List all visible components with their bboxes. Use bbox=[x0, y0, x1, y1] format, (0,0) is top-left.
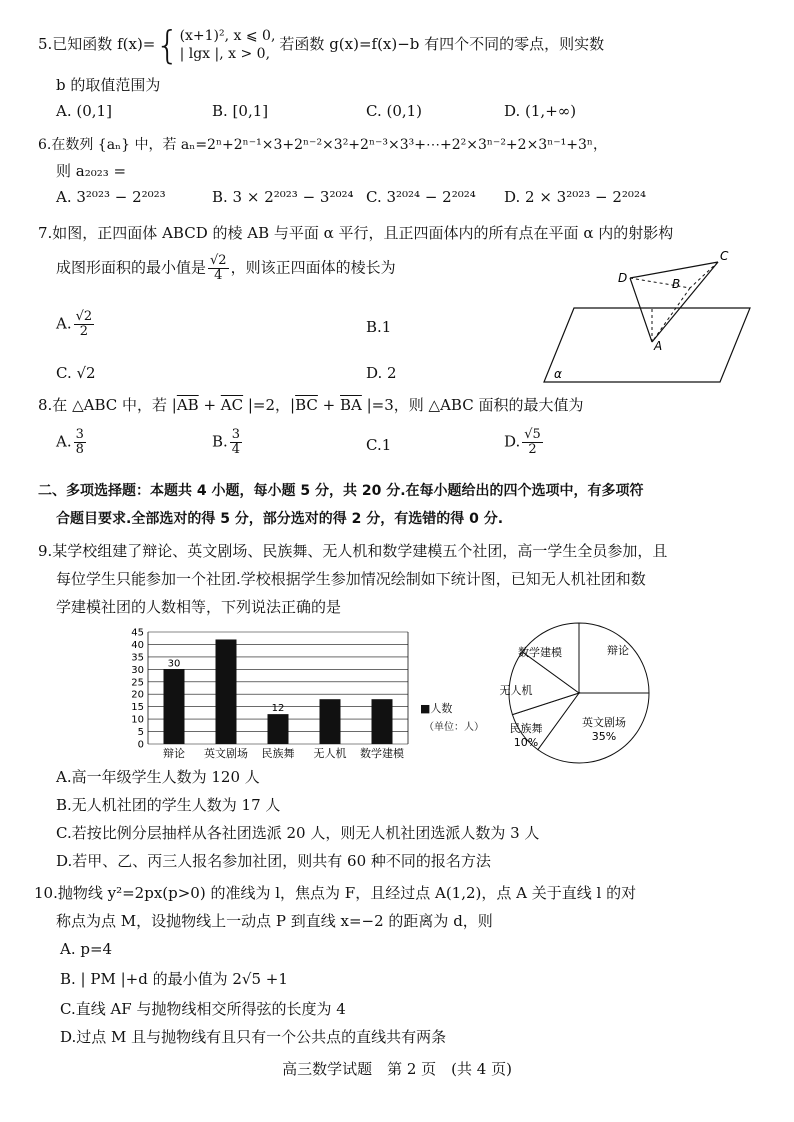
q5-prefix: 5.已知函数 f(x)= bbox=[38, 35, 156, 53]
q5-suffix: 若函数 g(x)=f(x)−b 有四个不同的零点，则实数 bbox=[279, 35, 605, 53]
ytick-label: 40 bbox=[131, 639, 144, 651]
q8-option-b bbox=[212, 428, 244, 457]
section2-heading-line1: 二、多项选择题：本题共 4 小题，每小题 5 分，共 20 分.在每小题给出的四个选项中，有多项符 bbox=[38, 483, 644, 499]
bar-无人机 bbox=[320, 699, 341, 744]
q5-case1: (x+1)², x ⩽ 0, bbox=[179, 28, 276, 44]
bar-data-label: 30 bbox=[167, 658, 181, 670]
tetrahedron-figure bbox=[540, 250, 756, 385]
pie-label: 民族舞 bbox=[509, 722, 543, 735]
q9-line1: 9.某学校组建了辩论、英文剧场、民族舞、无人机和数学建模五个社团，高一学生全员参加，且 bbox=[38, 542, 668, 560]
q8-vec-ab: $\overline{AB}$ bbox=[176, 396, 199, 414]
ytick-label: 25 bbox=[131, 677, 144, 689]
q9-option-a: A.高一年级学生人数为 120 人 bbox=[56, 768, 260, 786]
q8-vec-bc: $\overline{BC}$ bbox=[295, 396, 318, 414]
ytick-label: 0 bbox=[137, 739, 144, 751]
bar-chart-yticks bbox=[131, 628, 144, 751]
q8-option-a bbox=[56, 428, 88, 457]
q7-option-a bbox=[56, 310, 96, 339]
q7-option-a-frac bbox=[74, 310, 95, 339]
q8-stem-a: 8.在 △ABC 中，若 | bbox=[38, 396, 177, 414]
xtick-label: 数学建模 bbox=[360, 747, 404, 760]
q7-option-d: D. 2 bbox=[366, 364, 397, 382]
plane-alpha bbox=[544, 308, 750, 382]
ytick-label: 5 bbox=[137, 727, 144, 739]
q6-option-c: C. 3²⁰²⁴ − 2²⁰²⁴ bbox=[366, 188, 476, 206]
q6-line2: 则 a₂₀₂₃ = bbox=[56, 162, 127, 180]
q7-option-a-num: √2 bbox=[75, 309, 93, 324]
q5-case2: | lgx |, x > 0, bbox=[179, 46, 271, 62]
q5-line2: b 的取值范围为 bbox=[56, 76, 161, 94]
q6-option-a: A. 3²⁰²³ − 2²⁰²³ bbox=[56, 188, 166, 206]
q8-option-d bbox=[504, 428, 545, 457]
bar-chart-xlabels bbox=[163, 746, 404, 760]
q10-line1: 10.抛物线 y²=2px(p>0) 的准线为 l，焦点为 F，且经过点 A(1,2)，点 A 关于直线 l 的对 bbox=[34, 884, 637, 902]
q8-option-d-den: 2 bbox=[528, 442, 537, 457]
q5-option-a: A. (0,1] bbox=[56, 102, 112, 120]
q10-option-b: B. | PM |+d 的最小值为 2√5 +1 bbox=[60, 970, 288, 988]
pie-percent-label: 10% bbox=[513, 736, 539, 749]
bar-英文剧场 bbox=[216, 639, 237, 744]
q7-stem: 7.如图，正四面体 ABCD 的棱 AB 与平面 α 平行，且正四面体内的所有点在平面 α 内的射影构 bbox=[38, 224, 674, 242]
ytick-label: 20 bbox=[131, 689, 144, 701]
q7-line2 bbox=[56, 254, 396, 283]
ytick-label: 10 bbox=[131, 714, 144, 726]
edge-da bbox=[630, 278, 652, 342]
ytick-label: 45 bbox=[131, 627, 144, 639]
section2-heading-line2: 合题目要求.全部选对的得 5 分，部分选对的得 2 分，有选错的得 0 分. bbox=[56, 511, 504, 527]
q7-line2-a: 成图形面积的最小值是 bbox=[56, 258, 207, 277]
q8-option-a-den: 8 bbox=[75, 442, 84, 457]
ytick-label: 35 bbox=[131, 652, 144, 664]
q7-line2-b: ，则该正四面体的棱长为 bbox=[230, 258, 396, 277]
q8-vec-ba: $\overline{BA}$ bbox=[340, 396, 362, 414]
q8-option-c: C.1 bbox=[366, 436, 392, 454]
q6-option-d: D. 2 × 3²⁰²³ − 2²⁰²⁴ bbox=[504, 188, 646, 206]
bar-chart bbox=[118, 626, 428, 766]
xtick-label: 无人机 bbox=[313, 747, 347, 760]
q6-option-b: B. 3 × 2²⁰²³ − 3²⁰²⁴ bbox=[212, 188, 354, 206]
q9-option-c: C.若按比例分层抽样从各社团选派 20 人，则无人机社团选派人数为 3 人 bbox=[56, 824, 540, 842]
q7-option-b: B.1 bbox=[366, 318, 392, 336]
bar-辩论 bbox=[164, 669, 185, 744]
q5-option-d: D. (1,+∞) bbox=[504, 102, 577, 120]
q10-option-d: D.过点 M 且与抛物线有且只有一个公共点的直线共有两条 bbox=[60, 1028, 447, 1046]
q5-stem bbox=[38, 23, 605, 67]
label-a: A bbox=[654, 339, 663, 353]
pie-percent-label: 35% bbox=[591, 730, 617, 743]
q8-option-a-label: A. bbox=[56, 432, 72, 451]
pie-label: 辩论 bbox=[607, 644, 629, 657]
q8-plus-2: + bbox=[317, 396, 340, 414]
q10-option-a: A. p=4 bbox=[60, 940, 113, 958]
bar-民族舞 bbox=[268, 714, 289, 744]
q9-line3: 学建模社团的人数相等，下列说法正确的是 bbox=[56, 598, 342, 616]
q6-stem: 6.在数列 {aₙ} 中，若 aₙ=2ⁿ+2ⁿ⁻¹×3+2ⁿ⁻²×3²+2ⁿ⁻³×3³+⋯+2²×3ⁿ⁻²+2×3ⁿ⁻¹+3ⁿ， bbox=[38, 137, 607, 153]
q8-plus-1: + bbox=[198, 396, 221, 414]
q8-stem bbox=[38, 394, 583, 415]
q9-line2: 每位学生只能参加一个社团.学校根据学生参加情况绘制如下统计图，已知无人机社团和数 bbox=[56, 570, 646, 588]
q8-vec-ac: $\overline{AC}$ bbox=[220, 396, 244, 414]
label-b: B bbox=[672, 277, 681, 291]
q8-option-b-frac bbox=[230, 428, 242, 457]
bar-数学建模 bbox=[372, 699, 393, 744]
edge-ba bbox=[652, 288, 690, 342]
page-footer: 高三数学试题 第 2 页 (共 4 页) bbox=[282, 1060, 512, 1078]
q9-option-d: D.若甲、乙、丙三人报名参加社团，则共有 60 种不同的报名方法 bbox=[56, 852, 491, 870]
pie-label: 无人机 bbox=[499, 684, 533, 697]
q7-fraction bbox=[208, 254, 229, 283]
pie-label: 数学建模 bbox=[518, 646, 562, 659]
q8-stem-b: |=3，则 △ABC 面积的最大值为 bbox=[361, 396, 584, 414]
q5-brace: { bbox=[155, 23, 180, 67]
edge-dc bbox=[630, 262, 718, 278]
xtick-label: 英文剧场 bbox=[204, 747, 248, 760]
q7-option-a-label: A. bbox=[56, 314, 72, 333]
label-d: D bbox=[618, 271, 628, 285]
label-alpha: α bbox=[554, 367, 562, 381]
bar-chart-unit: （单位：人） bbox=[424, 722, 484, 733]
q10-option-c: C.直线 AF 与抛物线相交所得弦的长度为 4 bbox=[60, 1000, 346, 1018]
ytick-label: 15 bbox=[131, 702, 144, 714]
q8-option-d-num: √5 bbox=[524, 427, 541, 442]
q8-option-b-label: B. bbox=[212, 432, 228, 451]
q8-option-b-num: 3 bbox=[231, 427, 241, 442]
q5-option-c: C. (0,1) bbox=[366, 102, 423, 120]
q8-option-d-frac bbox=[522, 428, 543, 457]
bar-chart-bars bbox=[164, 639, 393, 744]
q8-mid: |=2，| bbox=[243, 396, 296, 414]
xtick-label: 辩论 bbox=[163, 747, 185, 760]
pie-chart bbox=[496, 620, 658, 766]
edge-db bbox=[630, 278, 690, 288]
q5-piecewise bbox=[180, 27, 276, 63]
bar-chart-legend: ■人数 bbox=[420, 702, 453, 715]
q5-option-b: B. [0,1] bbox=[212, 102, 269, 120]
q7-option-c: C. √2 bbox=[56, 364, 96, 382]
q10-line2: 称点为点 M，设抛物线上一动点 P 到直线 x=−2 的距离为 d，则 bbox=[56, 912, 493, 930]
q9-option-b: B.无人机社团的学生人数为 17 人 bbox=[56, 796, 281, 814]
label-c: C bbox=[720, 250, 729, 263]
q8-option-d-label: D. bbox=[504, 432, 521, 451]
q7-frac-num: √2 bbox=[210, 253, 227, 268]
ytick-label: 30 bbox=[131, 664, 144, 676]
q8-option-a-num: 3 bbox=[75, 427, 84, 442]
pie-slice-辩论 bbox=[579, 623, 649, 693]
edge-ca bbox=[652, 262, 718, 342]
q7-frac-den: 4 bbox=[214, 268, 223, 283]
bar-data-label: 12 bbox=[271, 703, 285, 715]
pie-label: 英文剧场 bbox=[582, 716, 626, 729]
xtick-label: 民族舞 bbox=[261, 747, 295, 760]
q8-option-a-frac bbox=[74, 428, 86, 457]
q8-option-b-den: 4 bbox=[231, 442, 241, 457]
q7-option-a-den: 2 bbox=[79, 324, 89, 339]
